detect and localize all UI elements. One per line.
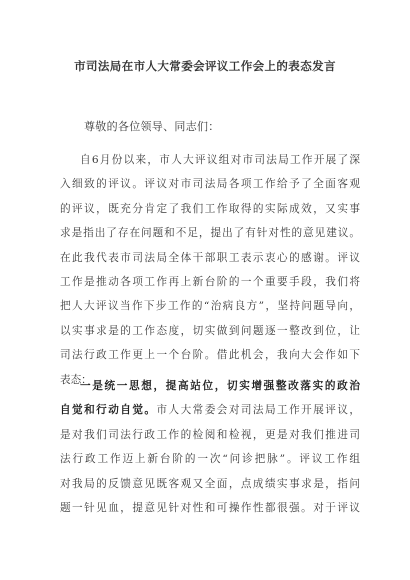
salutation: 尊敬的各位领导、同志们： — [84, 120, 220, 133]
paragraph-line — [60, 374, 360, 398]
paragraph-line: 自6月份以来，市人大评议组对市司法局工作开展了深 — [80, 154, 360, 166]
paragraph-line: 以实事求是的工作态度，切实做到问题逐一整改到位，让 — [60, 324, 360, 337]
bold-heading-text: 一是统一思想，提高站位，切实增强整改落实的政治 — [80, 380, 360, 392]
paragraph-line: 把人大评议当作下步工作的“治病良方”，坚持问题导向， — [60, 300, 360, 313]
paragraph-text: 市人大常委会对司法局工作开展评议， — [156, 404, 360, 417]
paragraph-line: 表态： — [60, 373, 92, 386]
paragraph-1 — [60, 148, 360, 392]
paragraph-line: 题一针见血，提意见针对性和可操作性都很强。对于评议 — [60, 501, 360, 514]
paragraph-line — [60, 398, 360, 422]
paragraph-2 — [60, 374, 360, 520]
paragraph-line: 司法行政工作更上一个台阶。借此机会，我向大会作如下 — [60, 349, 360, 362]
paragraph-line: 工作是推动各项工作再上新台阶的一个重要手段，我们将 — [60, 275, 360, 288]
document-title: 市司法局在市人大常委会评议工作会上的表态发言 — [74, 59, 336, 73]
paragraph-line: 在此我代表市司法局全体干部职工表示衷心的感谢。评议 — [60, 251, 360, 264]
bold-heading-text: 自觉和行动自觉。 — [60, 404, 157, 417]
paragraph-line: 对我局的反馈意见既客观又全面，点成绩实事求是，指问 — [60, 477, 360, 490]
paragraph-line: 求是指出了存在问题和不足，提出了有针对性的意见建议。 — [60, 227, 360, 240]
paragraph-line: 是对我们司法行政工作的检阅和检视，更是对我们推进司 — [60, 428, 360, 441]
paragraph-line: 的评议，既充分肯定了我们工作取得的实际成效，又实事 — [60, 202, 360, 215]
paragraph-line: 法行政工作迈上新台阶的一次“问诊把脉”。评议工作组 — [60, 453, 360, 466]
paragraph-line: 入细致的评议。评议对市司法局各项工作给予了全面客观 — [60, 178, 360, 191]
